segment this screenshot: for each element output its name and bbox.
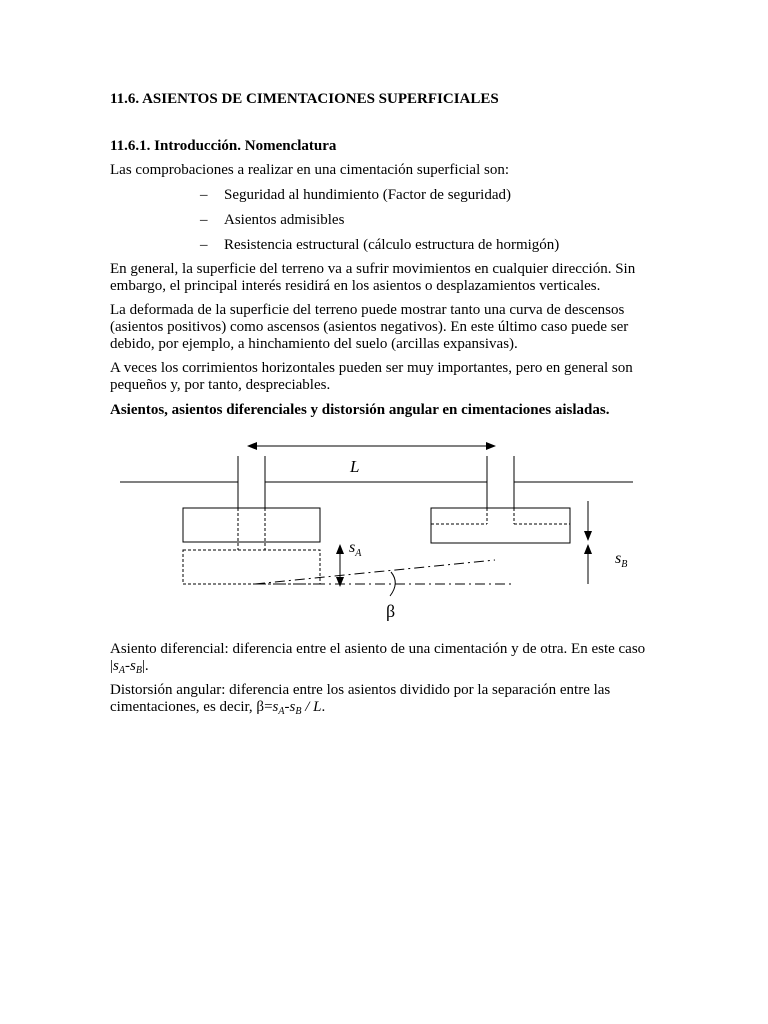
symbol-equals: = (264, 699, 273, 715)
footing-a (183, 456, 320, 542)
bullet-dash: – (200, 237, 208, 253)
figure-heading: Asientos, asientos diferenciales y distorsión angular en cimentaciones aisladas. (110, 402, 610, 418)
symbol-sub: B (295, 706, 302, 717)
settlement-diagram (110, 436, 640, 621)
list-item-text: Seguridad al hundimiento (Factor de seguridad) (224, 187, 512, 203)
symbol-s: s (113, 658, 119, 674)
definition-asiento-diferencial (110, 641, 658, 675)
paragraph-general: En general, la superficie del terreno va a sufrir movimientos en cualquier dirección. Sin embargo, el principal interés residirá en los asientos o desplazamientos verticales. (110, 261, 636, 294)
symbol-s: s (289, 699, 296, 715)
footing-a-settled (183, 508, 320, 584)
label-sA-sub: A (355, 548, 362, 559)
symbol-beta: β (256, 699, 265, 715)
intro-paragraph: Las comprobaciones a realizar en una cimentación superficial son: (110, 162, 509, 178)
section-title: 11.6. ASIENTOS DE CIMENTACIONES SUPERFICIALES (110, 91, 499, 107)
checks-list (200, 187, 559, 262)
def-text: Asiento diferencial: diferencia entre el asiento de una cimentación y de otra. En este caso | (110, 641, 646, 674)
list-item (200, 212, 559, 237)
bullet-dash: – (200, 212, 208, 228)
bullet-dash: – (200, 187, 208, 203)
symbol-L: L (313, 699, 322, 715)
label-sB (615, 550, 627, 570)
symbol-s: s (272, 699, 279, 715)
symbol-sub: A (278, 706, 285, 717)
label-beta: β (386, 601, 396, 621)
symbol-minus: - (124, 658, 130, 674)
symbol-s: s (129, 658, 136, 674)
label-sB-s: s (615, 550, 622, 567)
label-sB-sub: B (621, 559, 628, 570)
label-L: L (350, 457, 360, 476)
inclined-line (255, 560, 495, 584)
list-item (200, 187, 559, 212)
paragraph-deformada: La deformada de la superficie del terreno puede mostrar tanto una curva de descensos (asientos positivos) como ascensos (asientos negativos). En este último caso puede ser debido, por ejemplo, a hinchamiento del suelo (arcillas expansivas). (110, 302, 629, 352)
subsection-title: 11.6.1. Introducción. Nomenclatura (110, 138, 337, 154)
symbol-minus: - (284, 699, 290, 715)
paragraph-corrimientos: A veces los corrimientos horizontales pueden ser muy importantes, pero en general son pequeños y, por tanto, despreciables. (110, 360, 633, 393)
symbol-slash: / (301, 699, 314, 715)
footing-b-settled (431, 508, 570, 524)
list-item-text: Asientos admisibles (224, 212, 345, 228)
def-text: Distorsión angular: diferencia entre los asientos dividido por la separación entre las cimentaciones, es decir, (110, 682, 611, 715)
definition-distorsion-angular (110, 682, 658, 716)
label-sA-s: s (349, 539, 356, 556)
symbol-sub: A (118, 665, 125, 676)
symbol-sub: B (135, 665, 142, 676)
list-item-text: Resistencia estructural (cálculo estructura de hormigón) (224, 237, 560, 253)
def-end: |. (141, 658, 149, 674)
label-sA (349, 539, 362, 559)
list-item (200, 237, 559, 262)
def-end: . (321, 699, 326, 715)
footing-b (431, 456, 570, 543)
